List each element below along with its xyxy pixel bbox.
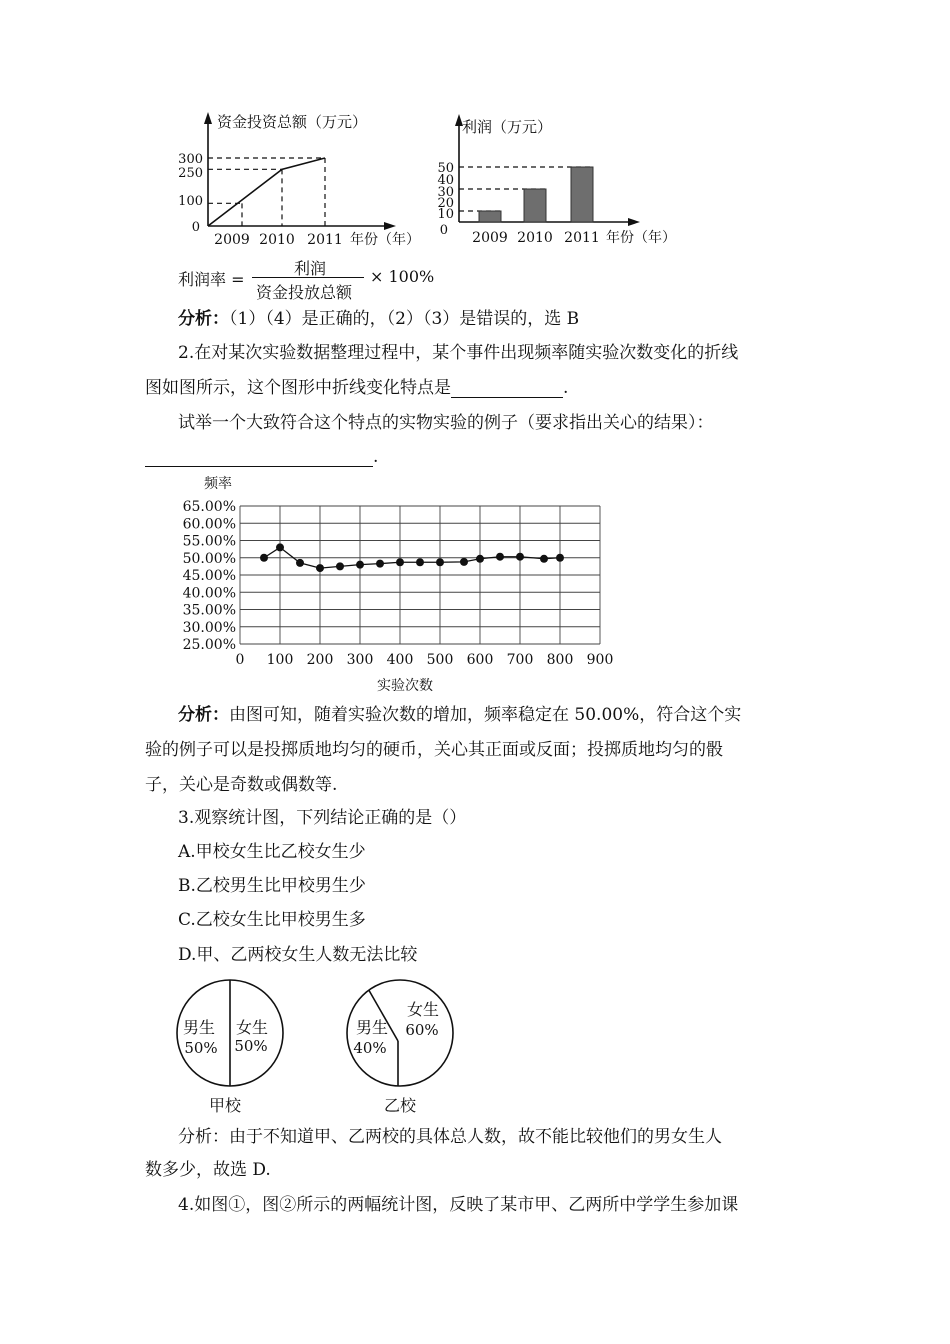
- chart3-xlabel: 实验次数: [377, 678, 433, 694]
- pie-b-value-male: 40%: [353, 1039, 387, 1057]
- formula-lhs: 利润率 =: [178, 270, 245, 289]
- data-point: [460, 558, 468, 566]
- q2-analysis-line-2: 验的例子可以是投掷质地均匀的硬币，关心其正面或反面；投掷质地均匀的骰: [145, 740, 723, 760]
- pie-b-label-male: 男生: [355, 1018, 389, 1037]
- profit-bar: [479, 211, 501, 222]
- q3-option-b: B.乙校男生比甲校男生少: [178, 876, 366, 896]
- analysis-label: 分析：: [178, 309, 229, 329]
- y-tick-label: 35.00%: [182, 602, 236, 619]
- q3-option-c: C.乙校女生比甲校男生多: [178, 910, 366, 930]
- pie-a-title: 甲校: [208, 1096, 242, 1115]
- chart2-xlabel: 年份（年）: [606, 230, 676, 246]
- pie-a-label-male: 男生: [182, 1018, 216, 1037]
- y-tick-label: 25.00%: [182, 637, 236, 653]
- data-point: [336, 562, 344, 570]
- data-point: [540, 555, 548, 563]
- y-tick-label: 40.00%: [182, 585, 236, 602]
- formula-denominator: 资金投放总额: [256, 283, 353, 302]
- x-tick-label: 0: [235, 652, 245, 668]
- chart2-ytick: 10: [437, 207, 454, 222]
- q3-option-d: D.甲、乙两校女生人数无法比较: [178, 945, 418, 965]
- q2-line-2-end: .: [563, 378, 569, 398]
- chart1-x-arrow: [384, 222, 396, 230]
- chart1-ytick: 250: [178, 166, 203, 181]
- chart1-ytick: 100: [178, 194, 203, 209]
- x-tick-label: 900: [586, 652, 614, 668]
- x-tick-label: 700: [506, 652, 534, 668]
- q1-analysis: [178, 309, 579, 329]
- chart1-ylabel: 资金投资总额（万元）: [217, 113, 368, 131]
- y-tick-label: 65.00%: [182, 499, 236, 515]
- profit-bar: [571, 167, 593, 222]
- data-point: [296, 559, 304, 567]
- chart2-ytick: 20: [437, 196, 454, 211]
- chart2-xtick: 2009: [472, 230, 508, 246]
- chart1-xlabel: 年份（年）: [350, 232, 420, 248]
- chart2-ytick: 50: [437, 161, 454, 176]
- x-tick-label: 600: [466, 652, 494, 668]
- analysis-label: 分析：: [178, 705, 229, 725]
- chart3-ylabel: 频率: [204, 476, 232, 492]
- q3-analysis-line-2: 数多少，故选 D.: [145, 1160, 271, 1180]
- chart2-x-arrow: [628, 218, 640, 226]
- answer-blank: [451, 379, 563, 398]
- pie-charts: [170, 978, 490, 1123]
- data-point: [356, 561, 364, 569]
- data-point: [476, 555, 484, 563]
- q4-line-1: 4.如图①，图②所示的两幅统计图，反映了某市甲、乙两所中学学生参加课: [178, 1195, 739, 1215]
- analysis-text: （1）（4）是正确的，（2）（3）是错误的，选 B: [229, 309, 580, 329]
- q2-line-4: [145, 447, 378, 467]
- frequency-line-chart: [170, 472, 650, 692]
- data-point: [396, 558, 404, 566]
- pie-a-value-male: 50%: [184, 1039, 218, 1057]
- data-point: [316, 564, 324, 572]
- data-point: [260, 554, 268, 562]
- chart2-ytick: 40: [437, 173, 454, 188]
- y-tick-label: 45.00%: [182, 568, 236, 584]
- x-tick-label: 400: [386, 652, 414, 668]
- answer-blank: [145, 448, 373, 467]
- formula-rhs: × 100%: [370, 267, 435, 286]
- pie-b-value-female: 60%: [405, 1021, 439, 1039]
- pie-b-label-female: 女生: [406, 1000, 440, 1019]
- q2-analysis-line-1: [178, 705, 741, 725]
- x-tick-label: 500: [426, 652, 454, 668]
- chart1-xtick: 2009: [214, 232, 250, 248]
- data-point: [516, 553, 524, 561]
- q2-line-2: [145, 378, 568, 398]
- chart2-xtick: 2010: [517, 230, 553, 246]
- x-tick-label: 800: [546, 652, 574, 668]
- q3-stem: 3.观察统计图，下列结论正确的是（）: [178, 808, 467, 828]
- q2-line-1: 2.在对某次实验数据整理过程中，某个事件出现频率随实验次数变化的折线: [178, 343, 739, 363]
- pie-b-title: 乙校: [383, 1096, 417, 1115]
- q2-line-4-end: .: [373, 447, 379, 467]
- y-tick-label: 50.00%: [182, 550, 236, 567]
- investment-line: [208, 158, 325, 226]
- chart1-xtick: 2010: [259, 232, 295, 248]
- chart1-xtick: 2011: [307, 232, 343, 248]
- pie-a-label-female: 女生: [235, 1018, 269, 1037]
- profit-bar: [524, 189, 546, 222]
- pie-a-value-female: 50%: [234, 1037, 268, 1055]
- chart1-ytick: 0: [191, 220, 200, 235]
- chart1-ytick: 300: [178, 152, 203, 167]
- chart2-ylabel: 利润（万元）: [462, 118, 553, 136]
- chart2-ytick: 30: [437, 185, 454, 200]
- y-tick-label: 60.00%: [182, 516, 236, 533]
- x-tick-label: 200: [306, 652, 334, 668]
- investment-line-chart: [170, 108, 420, 248]
- data-point: [416, 558, 424, 566]
- chart1-y-arrow: [204, 112, 212, 124]
- q2-analysis-line-3: 子，关心是奇数或偶数等.: [145, 775, 338, 795]
- data-point: [276, 543, 284, 551]
- formula-numerator: 利润: [294, 259, 327, 278]
- q3-analysis-line-1: 分析：由于不知道甲、乙两校的具体总人数，故不能比较他们的男女生人: [178, 1127, 722, 1147]
- q2-line-2-text: 图如图所示，这个图形中折线变化特点是: [145, 378, 451, 398]
- data-point: [436, 558, 444, 566]
- data-point: [376, 560, 384, 568]
- chart2-ytick: 0: [439, 223, 448, 238]
- data-point: [556, 554, 564, 562]
- y-tick-label: 30.00%: [182, 619, 236, 636]
- analysis-text: 由图可知，随着实验次数的增加，频率稳定在 50.00%，符合这个实: [229, 705, 742, 725]
- data-point: [496, 553, 504, 561]
- chart2-xtick: 2011: [564, 230, 600, 246]
- fraction-bar: [252, 277, 364, 278]
- q3-option-a: A.甲校女生比乙校女生少: [178, 842, 366, 862]
- x-tick-label: 100: [266, 652, 294, 668]
- profit-bar-chart: [434, 108, 684, 248]
- y-tick-label: 55.00%: [182, 533, 236, 550]
- x-tick-label: 300: [346, 652, 374, 668]
- q2-line-3: 试举一个大致符合这个特点的实物实验的例子（要求指出关心的结果）：: [178, 413, 714, 433]
